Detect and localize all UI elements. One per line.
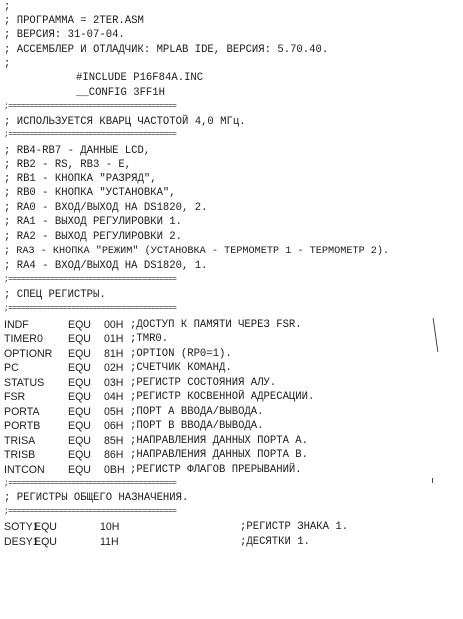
register-row [4,332,169,346]
register-address: 00H [104,319,124,331]
register-address: 81H [104,348,124,360]
register-comment: ;СЧЕТЧИК КОМАНД. [130,362,232,374]
scan-mark [432,478,433,483]
separator-line: ;======================================== [4,305,177,313]
register-name: PORTA [4,406,40,418]
register-row [4,535,310,549]
register-address: 03H [104,377,124,389]
register-comment: ;НАПРАВЛЕНИЯ ДАННЫХ ПОРТА А. [130,435,309,447]
register-row [4,520,349,534]
register-comment: ;ПОРТ А ВВОДА/ВЫВОДА. [130,406,264,418]
register-name: TIMER0 [4,333,43,345]
register-address: 05H [104,406,124,418]
register-address: 01H [104,333,124,345]
register-address: 85H [104,435,124,447]
equ-keyword: EQU [68,377,91,389]
separator-line: ;======================================== [4,131,177,139]
program-name-line: ; ПРОГРАММА = 2TER.ASM [4,15,144,27]
separator-line: ;======================================== [4,508,177,516]
assembler-line: ; АССЕМБЛЕР И ОТЛАДЧИК: MPLAB IDE, ВЕРСИЯ: 5.70.40. [4,44,329,56]
equ-keyword: EQU [68,406,91,418]
register-row [4,376,277,390]
register-name: TRISA [4,435,36,447]
register-comment: ;РЕГИСТР ФЛАГОВ ПРЕРЫВАНИЙ. [130,464,302,476]
config-directive: __CONFIG 3FF1H [76,87,166,99]
header-line: ; [4,58,11,70]
register-comment: ;ДОСТУП К ПАМЯТИ ЧЕРЕЗ FSR. [130,319,302,331]
register-name: PORTB [4,420,41,432]
version-line: ; ВЕРСИЯ: 31-07-04. [4,29,125,41]
register-row [4,419,264,433]
equ-keyword: EQU [34,536,57,548]
register-name: TRISB [4,449,36,461]
pin-line: ; RA0 - ВХОД/ВЫХОД НА DS1820, 2. [4,202,208,214]
register-comment: ;РЕГИСТР СОСТОЯНИЯ АЛУ. [130,377,277,389]
include-directive: #INCLUDE P16F84A.INC [76,72,204,84]
quartz-comment: ; ИСПОЛЬЗУЕТСЯ КВАРЦ ЧАСТОТОЙ 4,0 МГц. [4,116,246,128]
separator-line: ;======================================== [4,276,177,284]
register-name: PC [4,362,19,374]
equ-keyword: EQU [68,420,91,432]
equ-keyword: EQU [68,391,91,403]
register-row [4,318,302,332]
header-line: ; [4,1,11,13]
separator-line: ;======================================== [4,480,177,488]
register-row [4,361,232,375]
equ-keyword: EQU [68,348,91,360]
register-name: STATUS [4,377,45,389]
register-name: DESY1 [4,536,39,548]
register-row [4,347,232,361]
pin-line: ; RA2 - ВЫХОД РЕГУЛИРОВКИ 2. [4,231,183,243]
equ-keyword: EQU [68,333,91,345]
register-comment: ;РЕГИСТР ЗНАКА 1. [240,521,349,533]
register-name: OPTIONR [4,348,53,360]
general-registers-title: ; РЕГИСТРЫ ОБЩЕГО НАЗНАЧЕНИЯ. [4,492,189,504]
register-address: 10H [100,521,120,533]
register-comment: ;OPTION (RP0=1). [130,348,232,360]
register-address: 02H [104,362,124,374]
register-name: INTCON [4,464,45,476]
equ-keyword: EQU [68,362,91,374]
register-comment: ;РЕГИСТР КОСВЕННОЙ АДРЕСАЦИИ. [130,391,315,403]
register-comment: ;НАПРАВЛЕНИЯ ДАННЫХ ПОРТА В. [130,449,309,461]
pin-line: ; RA1 - ВЫХОД РЕГУЛИРОВКИ 1. [4,216,183,228]
equ-keyword: EQU [68,435,91,447]
pin-line: ; RB1 - КНОПКА "РАЗРЯД", [4,173,157,185]
pin-line: ; RB4-RB7 - ДАННЫЕ LCD, [4,145,151,157]
pin-line: ; RA3 - КНОПКА "РЕЖИМ" (УСТАНОВКА - ТЕРМОМЕТР 1 - ТЕРМОМЕТР 2). [4,246,390,257]
equ-keyword: EQU [68,464,91,476]
register-row [4,463,302,477]
register-address: 86H [104,449,124,461]
register-row [4,434,309,448]
register-name: SOTY1 [4,521,39,533]
equ-keyword: EQU [68,449,91,461]
separator-line: ;======================================== [4,103,177,111]
register-comment: ;ДЕСЯТКИ 1. [240,536,310,548]
register-name: INDF [4,319,29,331]
equ-keyword: EQU [68,319,91,331]
register-name: FSR [4,391,26,403]
register-address: 06H [104,420,124,432]
register-comment: ;ПОРТ В ВВОДА/ВЫВОДА. [130,420,264,432]
scan-mark [433,318,439,352]
register-comment: ;TMR0. [130,333,169,345]
register-row [4,390,315,404]
pin-line: ; RB2 - RS, RB3 - E, [4,159,132,171]
register-row [4,405,264,419]
register-address: 0BH [104,464,125,476]
register-address: 11H [100,536,119,548]
special-registers-title: ; СПЕЦ РЕГИСТРЫ. [4,289,106,301]
pin-line: ; RA4 - ВХОД/ВЫХОД НА DS1820, 1. [4,260,208,272]
register-address: 04H [104,391,124,403]
equ-keyword: EQU [34,521,57,533]
register-row [4,448,309,462]
pin-line: ; RB0 - КНОПКА "УСТАНОВКА", [4,187,176,199]
